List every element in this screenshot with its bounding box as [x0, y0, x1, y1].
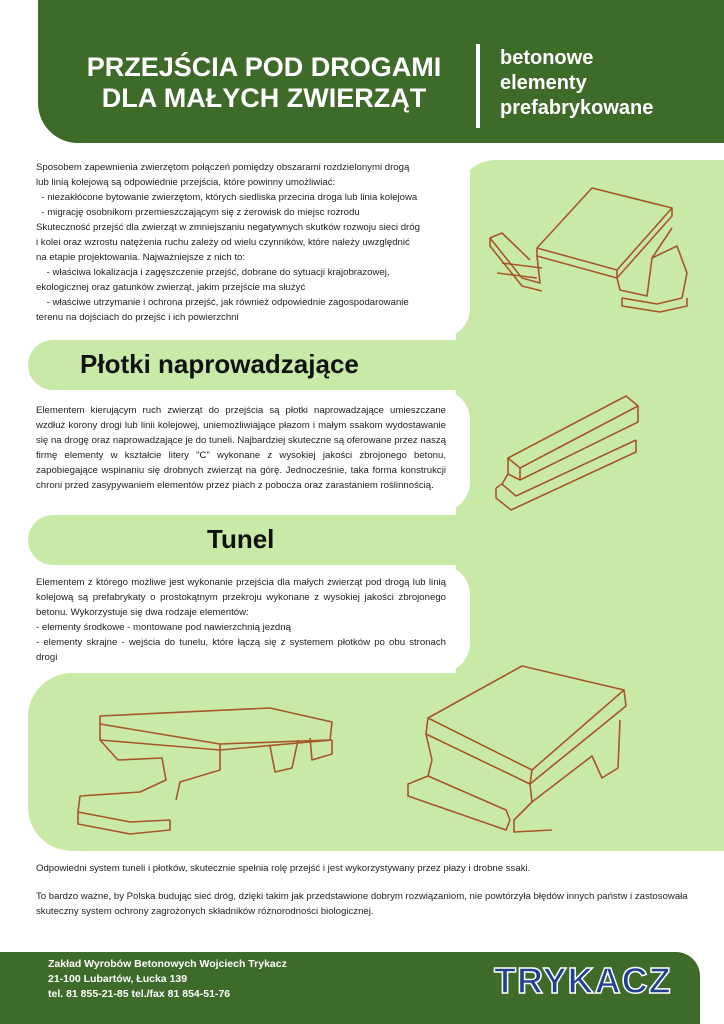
plotki-text: Elementem kierującym ruch zwierząt do przejścia są płotki naprowadzające umieszczane wzdłuż korony drogi lub linii kolejowej, uniemożliwiające płazom i małym ssakom wydostawanie się na drogę oraz naprowadzające je do tuneli. Najbardziej skuteczne są oferowane przez naszą firmę elementy w kształcie litery "C" wykonane z wysokiej jakości zbrojonego betonu, zapobiegające wspinaniu się drobnych zwierząt na górę. Jednocześnie, taka forma konstrukcji chroni przed zasypywaniem elementów przez piach z pobocza oraz zarastaniem roślinnością.	[36, 405, 446, 491]
intro-line: Skuteczność przejść dla zwierząt w zmniejszaniu negatywnych skutków rozwoju sieci dróg	[36, 222, 420, 233]
plotki-heading: Płotki naprowadzające	[80, 349, 359, 379]
page-title	[74, 52, 454, 114]
subtitle-line-3: prefabrykowane	[500, 97, 654, 119]
page-subtitle	[500, 46, 653, 121]
tunnel-entrance-right-drawing	[402, 660, 638, 840]
intro-text	[36, 160, 456, 325]
intro-line: Sposobem zapewnienia zwierzętom połączeń pomiędzy obszarami rozdzielonymi drogą	[36, 162, 410, 173]
c-fence-drawing	[486, 388, 646, 516]
tunel-item: - elementy skrajne - wejścia do tunelu, które łączą się z systemem płotków po obu stronach drogi	[36, 637, 446, 663]
closing-paragraph-1: Odpowiedni system tuneli i płotków, skutecznie spełnia rolę przejść i jest wykorzystywany przez płazy i drobne ssaki.	[36, 863, 531, 874]
company-address	[48, 957, 287, 1002]
intro-line: lub linią kolejową są odpowiednie przejścia, które powinny umożliwiać:	[36, 177, 336, 188]
intro-line: - migrację osobnikom przemieszczającym się z żerowisk do miejsc rozrodu	[36, 207, 360, 218]
tunnel-segment-drawing	[482, 178, 704, 328]
footer	[0, 952, 700, 1024]
company-phone: tel. 81 855-21-85 tel./fax 81 854-51-76	[48, 988, 231, 1000]
tunel-text	[36, 575, 446, 665]
tunel-intro: Elementem z którego możliwe jest wykonanie przejścia dla małych zwierząt pod drogą lub linią kolejową są prefabrykaty o prostokątnym przekroju wykonane z wysokiej jakości zbrojonego betonu. Wykorzystuje się dwa rodzaje elementów:	[36, 577, 446, 618]
subtitle-line-2: elementy	[500, 72, 587, 94]
intro-line: terenu na dojściach do przejść i ich powierzchni	[36, 312, 239, 323]
intro-line: - niezakłócone bytowanie zwierzętom, których siedliska przecina droga lub linia kolejowa	[36, 192, 418, 203]
page-title-line-1: PRZEJŚCIA POD DROGAMI	[86, 52, 442, 82]
tunnel-entrance-left-drawing	[70, 700, 340, 840]
tunel-heading: Tunel	[207, 524, 275, 554]
company-street: 21-100 Lubartów, Łucka 139	[48, 973, 188, 985]
subtitle-line-1: betonowe	[500, 47, 594, 69]
header-banner	[38, 0, 724, 143]
page-title-line-2: DLA MAŁYCH ZWIERZĄT	[101, 83, 427, 113]
intro-line: ekologicznej oraz gatunków zwierząt, jakim przejście ma służyć	[36, 282, 306, 293]
company-name: Zakład Wyrobów Betonowych Wojciech Trykacz	[48, 958, 287, 970]
intro-line: - właściwa lokalizacja i zagęszczenie przejść, dobrane do sytuacji krajobrazowej,	[36, 267, 390, 278]
tunel-item: - elementy środkowe - montowane pod nawierzchnią jezdną	[36, 622, 291, 633]
intro-line: - właściwe utrzymanie i ochrona przejść, jak również odpowiednie zagospodarowanie	[36, 297, 409, 308]
closing-paragraph-2: To bardzo ważne, by Polska budując sieć dróg, dzięki takim jak przedstawione dobrym rozwiązaniom, nie powtórzyła błędów innych państw i zastosowała skuteczny system ochrony zagrożonych składników różnorodności biologicznej.	[36, 891, 688, 917]
header-divider	[476, 44, 480, 128]
intro-line: i kolei oraz wzrostu natężenia ruchu zależy od wielu czynników, które należy uwzględnić	[36, 237, 410, 248]
brand-logo: TRYKACZ	[494, 960, 672, 1001]
intro-line: na etapie projektowania. Najważniejsze z nich to:	[36, 252, 246, 263]
